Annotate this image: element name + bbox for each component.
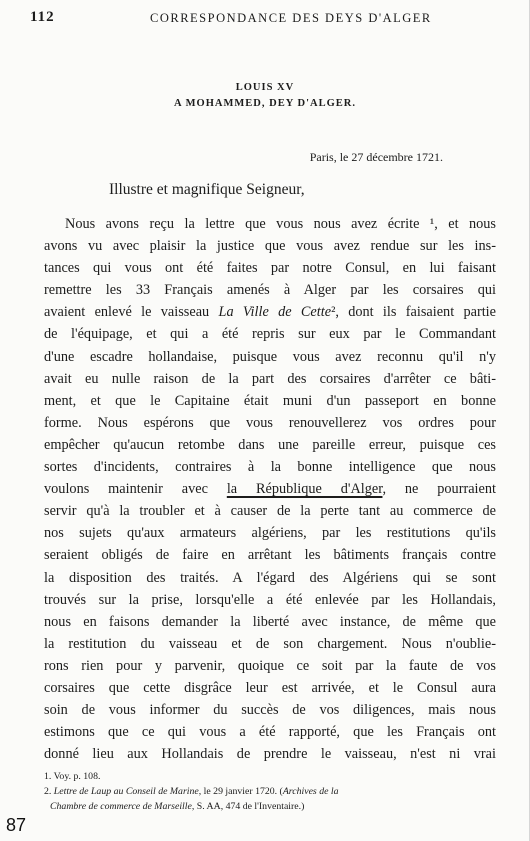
running-title: CORRESPONDANCE DES DEYS D'ALGER [150, 11, 432, 25]
body-line-text: avaient enlevé le vaisseau [44, 304, 219, 321]
body-line [44, 323, 496, 345]
body-line [44, 721, 496, 743]
body-line-text: corsaires que cette disgrâce leur est arrivée, et le Consul aura [44, 679, 496, 696]
body-line [44, 677, 496, 699]
letter-sender: LOUIS XV [235, 82, 295, 93]
footnote-line-text: 2. [44, 786, 54, 797]
body-line-text: tances qui vous ont été faites par notre Consul, en lui faisant [44, 260, 496, 277]
body-line [44, 544, 496, 566]
footnote-line-text: , le 29 janvier 1720. ( [198, 786, 283, 797]
body-line-text: empêcher qu'aucun retombe dans une pareille erreur, puisque ces [44, 436, 496, 453]
place-date: Paris, le 27 décembre 1721. [309, 150, 443, 164]
body-line [44, 412, 496, 434]
footnote-line [44, 769, 496, 784]
body-line-text: seraient obligés de faire en arrêtant les bâtiments français contre [44, 547, 496, 564]
footnote-line-text: , S. AA, 474 de l'Inventaire.) [191, 801, 305, 812]
body-line-text: la disposition des traités. A l'égard des Algériens qui se sont [44, 569, 496, 586]
body-line-text: de l'équipage, et qui a été repris sur eux par le Commandant [44, 326, 496, 343]
body-line-text: voulons maintenir avec [44, 481, 227, 498]
body-line-text: , ne pourraient [382, 481, 496, 498]
body-line [44, 567, 496, 589]
footnote-line [44, 784, 496, 799]
body-line-text: remettre les 33 Français amenés à Alger par les corsaires qui [44, 282, 496, 299]
body-line [44, 633, 496, 655]
body-line-text: soin de vous informer du succès de vos diligences, mais nous [44, 702, 496, 719]
body-line [44, 611, 496, 633]
body-line [44, 257, 496, 279]
salutation: Illustre et magnifique Seigneur, [109, 181, 305, 198]
body-line [44, 434, 496, 456]
body-line [44, 743, 496, 765]
body-line-text: estimons que ce qui vous a été rapporté, que les Français ont [44, 724, 496, 741]
body-line [44, 390, 496, 412]
footnote-line [44, 799, 496, 814]
body-line-text: donné lieu aux Hollandais de prendre le vaisseau, n'est ni vrai [44, 746, 496, 763]
letter-recipient: A MOHAMMED, DEY D'ALGER. [174, 98, 356, 109]
page-number: 112 [30, 9, 55, 25]
footnote-line-text: 1. Voy. p. 108. [44, 771, 101, 782]
body-line [44, 500, 496, 522]
body-line [44, 699, 496, 721]
body-line-text: avons vu avec plaisir la justice que vous avez rendue sur les ins- [44, 238, 496, 255]
body-line-text: rons rien pour y parvenir, quoique ce soit par la faute de vos [44, 657, 496, 674]
footnote-line-text: Chambre de commerce de Marseille [50, 801, 192, 812]
footnotes [44, 769, 496, 814]
body-line-text: avait eu nulle raison de la part des corsaires d'arrêter ce bâti- [44, 370, 496, 387]
body-line-text: ment, et que le Capitaine était muni d'un passeport en bonne [44, 392, 496, 409]
body-line [44, 478, 496, 500]
body-line-text: forme. Nous espérons que vous renouvellerez vos ordres pour [44, 414, 496, 431]
body-line [44, 346, 496, 368]
body-line-text: trouvés sur la prise, lorsqu'elle a été enlevée par les Hollandais, [44, 591, 496, 608]
body-line-text: Nous avons reçu la lettre que vous nous avez écrite ¹, et nous [65, 216, 496, 232]
body-line [44, 456, 496, 478]
body-line-text: la restitution du vaisseau et de son chargement. Nous n'oublie- [44, 635, 496, 652]
body-line [44, 235, 496, 257]
body-line-text: servir qu'à la troubler et à causer de la perte tant au commerce de [44, 503, 496, 520]
body-line-text: La Ville de Cette [218, 304, 332, 321]
letter-body [44, 213, 496, 765]
body-line-text: nous en faisons demander la liberté avec instance, de même que [44, 613, 496, 630]
body-line-text: sortes d'incidents, contraires à la bonne intelligence que nous [44, 459, 496, 476]
body-line [44, 279, 496, 301]
scan-page-number: 87 [6, 815, 27, 835]
body-line [44, 301, 496, 323]
body-line [44, 522, 496, 544]
body-line [44, 368, 496, 390]
running-header [30, 9, 511, 31]
footnote-line-text: Archives de la [282, 786, 339, 797]
body-line-text: nos sujets qu'aux armateurs algériens, par les restitutions qu'ils [44, 525, 496, 542]
body-line-text: d'une escadre hollandaise, puisque vous avez reconnu qu'il n'y [44, 348, 496, 365]
body-line-text: la République d'Alger [226, 481, 383, 498]
body-line-text: ², dont ils faisaient partie [331, 304, 496, 321]
body-line [44, 213, 496, 235]
body-line [44, 589, 496, 611]
body-line [44, 655, 496, 677]
footnote-line-text: Lettre de Laup au Conseil de Marine [53, 786, 199, 797]
